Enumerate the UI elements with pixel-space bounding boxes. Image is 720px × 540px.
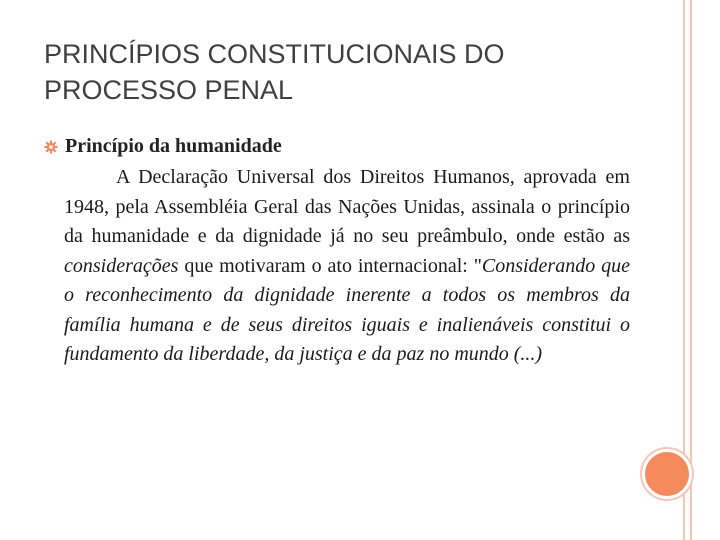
bullet-heading: Princípio da humanidade [65, 135, 282, 157]
slide-title: PRINCÍPIOS CONSTITUCIONAIS DO PROCESSO PENAL [44, 39, 505, 105]
body-text-italic: considerações [64, 254, 179, 277]
decorative-circle [642, 449, 692, 499]
body-quote-italic: Considerando que o reconhecimento da dignidade inerente a todos os membros da família humana e de seus direitos iguais e inalienáveis constitui o fundamento da liberdade, da justiça e da paz no mundo (...) [64, 254, 630, 365]
body-paragraph [64, 163, 630, 370]
body-text-part: que motivaram o ato internacional: " [178, 254, 482, 277]
decorative-border-line [690, 0, 692, 540]
gear-icon [44, 140, 58, 154]
body-text-part: A Declaração Universal dos Direitos Humanos, aprovada em 1948, pela Assembléia Geral das Nações Unidas, assinala o princípio da humanidade e da dignidade já no seu preâmbulo, onde estão as [64, 166, 630, 247]
